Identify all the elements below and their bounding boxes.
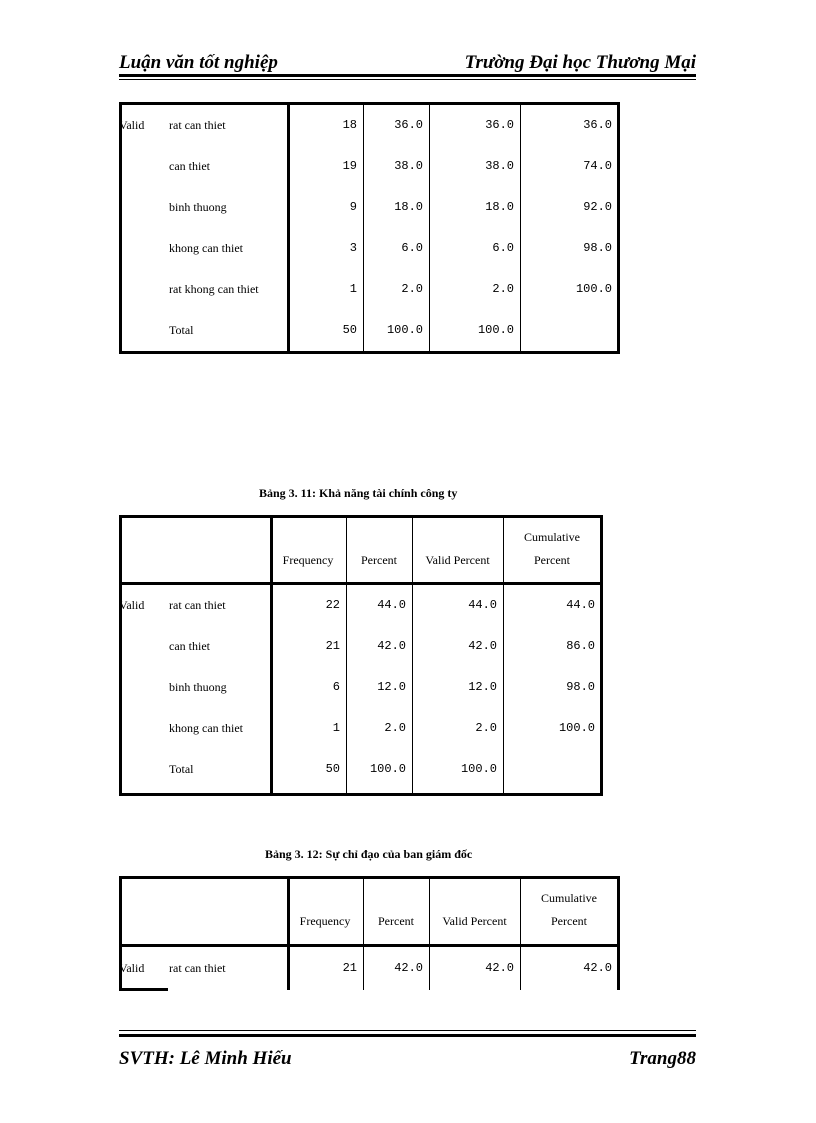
row-category-label: khong can thiet [169, 241, 243, 255]
frequency-value: 3 [349, 241, 357, 255]
cumulative-percent-value: 100.0 [558, 721, 595, 735]
header-rule [119, 74, 696, 77]
footer-rule-thin [119, 1030, 696, 1031]
table-caption: Bảng 3. 12: Sự chỉ đạo của ban giám đốc [265, 847, 473, 861]
header-separator [122, 582, 600, 585]
table-3-11 [119, 515, 603, 796]
column-header-frequency: Frequency [282, 553, 334, 567]
valid-percent-value: 100.0 [460, 762, 497, 776]
header-university: Trường Đại học Thương Mại [464, 52, 696, 73]
cumulative-percent-value: 92.0 [583, 200, 612, 214]
column-header-cumulative-percent: Percent [551, 914, 587, 928]
row-category-label: rat khong can thiet [169, 282, 259, 296]
row-category-label: binh thuong [169, 200, 227, 214]
cumulative-percent-value: 98.0 [583, 241, 612, 255]
cumulative-percent-value: 100.0 [575, 282, 612, 296]
valid-percent-value: 36.0 [485, 118, 514, 132]
percent-value: 44.0 [377, 598, 406, 612]
valid-percent-value: 2.0 [475, 721, 497, 735]
percent-value: 38.0 [394, 159, 423, 173]
column-header-valid-percent: Valid Percent [425, 553, 490, 567]
column-header-valid-percent: Valid Percent [442, 914, 507, 928]
table-cut-edge [119, 988, 168, 991]
row-category-label: Total [169, 323, 194, 337]
table-3-12 [119, 876, 620, 990]
column-header-frequency: Frequency [299, 914, 351, 928]
frequency-value: 19 [342, 159, 357, 173]
row-category-label: can thiet [169, 639, 210, 653]
percent-value: 2.0 [401, 282, 423, 296]
valid-percent-value: 6.0 [492, 241, 514, 255]
table-divider [429, 105, 430, 351]
percent-value: 100.0 [386, 323, 423, 337]
table-divider [520, 105, 521, 351]
percent-value: 2.0 [384, 721, 406, 735]
frequency-value: 50 [325, 762, 340, 776]
percent-value: 6.0 [401, 241, 423, 255]
valid-percent-value: 42.0 [468, 639, 497, 653]
frequency-value: 18 [342, 118, 357, 132]
row-category-label: Total [169, 762, 194, 776]
frequency-value: 22 [325, 598, 340, 612]
header-thesis-title: Luận văn tốt nghiệp [119, 52, 278, 73]
percent-value: 42.0 [377, 639, 406, 653]
row-category-label: rat can thiet [169, 961, 226, 975]
header-rule-thin [119, 79, 696, 80]
valid-percent-value: 100.0 [477, 323, 514, 337]
cumulative-percent-value: 44.0 [566, 598, 595, 612]
valid-percent-value: 12.0 [468, 680, 497, 694]
cumulative-percent-value: 42.0 [583, 961, 612, 975]
frequency-value: 1 [332, 721, 340, 735]
frequency-value: 6 [332, 680, 340, 694]
percent-value: 12.0 [377, 680, 406, 694]
percent-value: 100.0 [369, 762, 406, 776]
column-header-cumulative-percent: Percent [534, 553, 570, 567]
valid-percent-value: 18.0 [485, 200, 514, 214]
percent-value: 36.0 [394, 118, 423, 132]
footer-rule [119, 1034, 696, 1037]
column-header-cumulative: Cumulative [541, 891, 597, 905]
valid-percent-value: 2.0 [492, 282, 514, 296]
column-header-percent: Percent [361, 553, 397, 567]
row-category-label: rat can thiet [169, 598, 226, 612]
frequency-value: 9 [349, 200, 357, 214]
frequency-value: 50 [342, 323, 357, 337]
valid-percent-value: 42.0 [485, 961, 514, 975]
column-header-percent: Percent [378, 914, 414, 928]
table-divider [287, 105, 290, 351]
percent-value: 42.0 [394, 961, 423, 975]
valid-percent-value: 38.0 [485, 159, 514, 173]
cumulative-percent-value: 86.0 [566, 639, 595, 653]
column-header-cumulative: Cumulative [524, 530, 580, 544]
footer-student: SVTH: Lê Minh Hiếu [119, 1048, 292, 1069]
table-caption: Bảng 3. 11: Khả năng tài chính công ty [259, 486, 458, 500]
row-category-label: rat can thiet [169, 118, 226, 132]
table-continued [119, 102, 620, 354]
row-category-label: khong can thiet [169, 721, 243, 735]
row-group-label: Valid [119, 118, 145, 132]
table-divider [363, 105, 364, 351]
frequency-value: 1 [349, 282, 357, 296]
footer-page-number: Trang88 [629, 1048, 696, 1069]
frequency-value: 21 [325, 639, 340, 653]
cumulative-percent-value: 74.0 [583, 159, 612, 173]
header-separator [122, 944, 617, 947]
row-category-label: can thiet [169, 159, 210, 173]
row-group-label: Valid [119, 961, 145, 975]
frequency-value: 21 [342, 961, 357, 975]
cumulative-percent-value: 36.0 [583, 118, 612, 132]
percent-value: 18.0 [394, 200, 423, 214]
row-group-label: Valid [119, 598, 145, 612]
cumulative-percent-value: 98.0 [566, 680, 595, 694]
valid-percent-value: 44.0 [468, 598, 497, 612]
row-category-label: binh thuong [169, 680, 227, 694]
